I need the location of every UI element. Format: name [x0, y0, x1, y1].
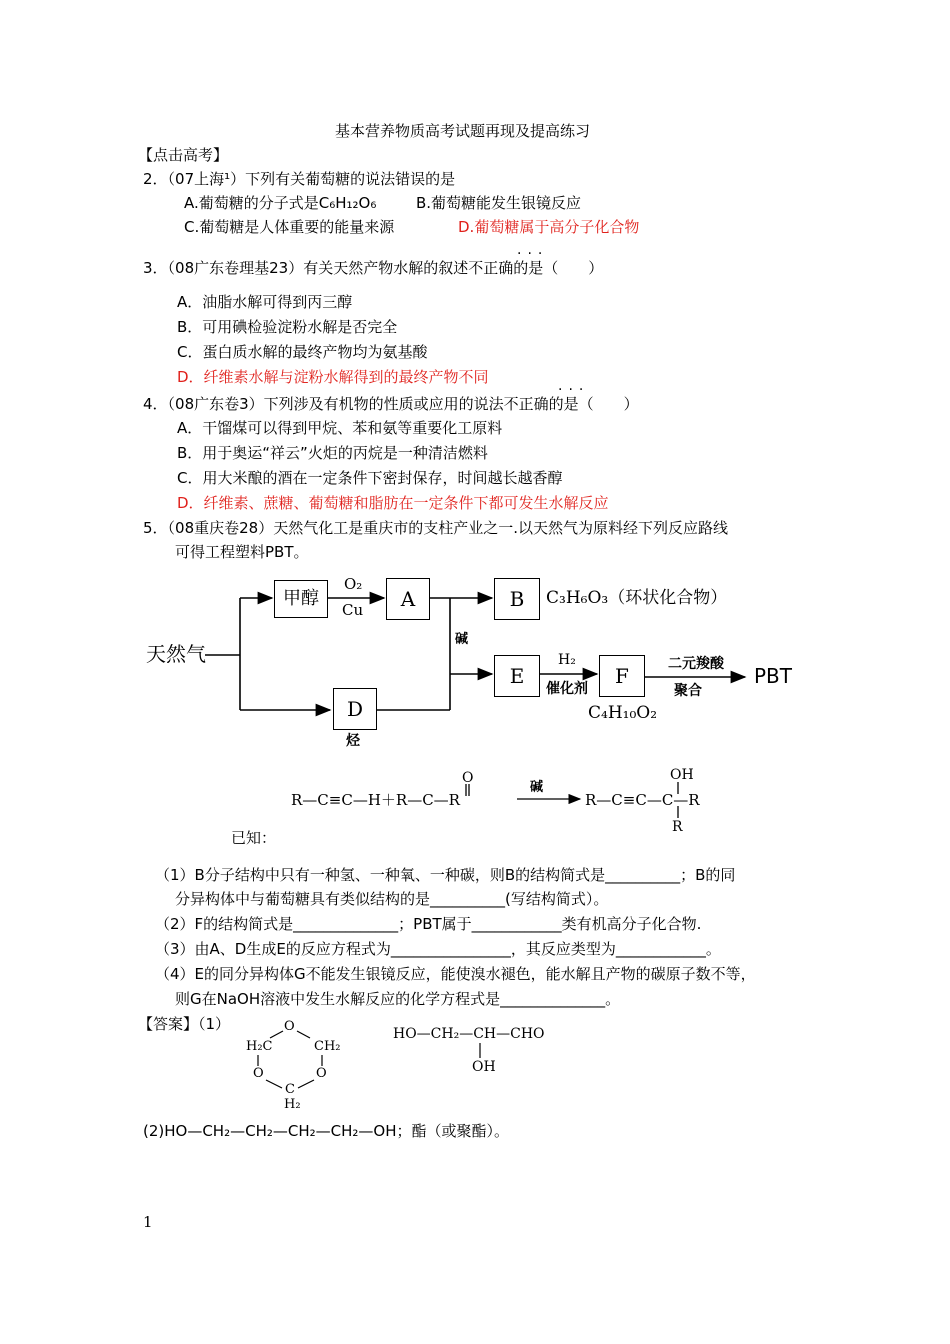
reaction-carbonyl-o: O [462, 770, 474, 786]
isomer-chain: HO—CH₂—CH—CHO [393, 1026, 545, 1042]
q2-option-d-answer: D.葡萄糖属于高分子化合物 [458, 218, 640, 236]
q4-option-a: A．干馏煤可以得到甲烷、苯和氨等重要化工原料 [177, 419, 503, 437]
q5-stem: 5．（08重庆卷28）天然气化工是重庆市的支柱产业之一.以天然气为原料经下列反应路线 [143, 519, 728, 537]
answer-part2: (2)HO—CH₂—CH₂—CH₂—CH₂—OH；酯（或聚酯）。 [143, 1122, 509, 1140]
ring-left-o: O [253, 1066, 264, 1081]
q5-part3: （3）由A、D生成E的反应方程式为________________，其反应类型为____________。 [155, 940, 721, 958]
answer-label: 【答案】（1） [138, 1015, 231, 1033]
q5-part4: （4）E的同分异构体G不能发生银镜反应，能使溴水褪色，能水解且产物的碳原子数不等， [155, 965, 756, 983]
q3-option-b: B．可用碘检验淀粉水解是否完全 [177, 318, 398, 336]
compound-b-formula: C₃H₆O₃（环状化合物） [546, 588, 728, 608]
q3-option-a: A．油脂水解可得到丙三醇 [177, 293, 353, 311]
page-title: 基本营养物质高考试题再现及提高练习 [335, 122, 591, 140]
emphasis-dots: ··· [517, 246, 549, 262]
q5-part4-cont: 则G在NaOH溶液中发生水解反应的化学方程式是______________。 [175, 990, 621, 1008]
q4-option-c: C．用大米酿的酒在一定条件下密封保存，时间越长越香醇 [177, 469, 563, 487]
compound-e-box: E [494, 655, 540, 697]
catalyst-label: 催化剂 [546, 681, 588, 697]
o2-reagent: O₂ [344, 575, 363, 593]
pbt-product: PBT [754, 664, 792, 688]
compound-f-formula: C₄H₁₀O₂ [588, 703, 658, 723]
reaction-reactants: R—C≡C—H＋R—C—R [291, 791, 460, 809]
ring-right-o: O [316, 1066, 327, 1081]
q4-option-b: B．用于奥运“祥云”火炬的丙烷是一种清洁燃料 [177, 444, 488, 462]
emphasis-dots: ··· [558, 382, 590, 398]
q2-option-c: C.葡萄糖是人体重要的能量来源 [184, 218, 395, 236]
ring-bottom-h2: H₂ [284, 1097, 301, 1112]
h2-reagent: H₂ [558, 652, 576, 668]
compound-d-box: D [333, 688, 377, 730]
section-header: 【点击高考】 [138, 146, 229, 164]
reaction-r: R [672, 819, 683, 835]
q3-stem: 3．（08广东卷理基23）有关天然产物水解的叙述不正确的是（ ） [143, 259, 604, 277]
polymerize-label: 聚合 [674, 683, 702, 699]
q5-part1: （1）B分子结构中只有一种氢、一种氧、一种碳，则B的结构简式是__________；B的同 [155, 866, 736, 884]
q5-part2: （2）F的结构简式是______________；PBT属于____________类有机高分子化合物. [155, 915, 702, 933]
page-number: 1 [143, 1213, 153, 1231]
reaction-base: 碱 [530, 780, 544, 795]
q2-option-b: B.葡萄糖能发生银镜反应 [416, 194, 582, 212]
q2-option-a: A.葡萄糖的分子式是C₆H₁₂O₆ [184, 194, 377, 212]
q5-stem-cont: 可得工程塑料PBT。 [175, 543, 309, 561]
ring-bottom-c: C [285, 1082, 295, 1097]
q4-option-d-answer: D．纤维素、蔗糖、葡萄糖和脂肪在一定条件下都可发生水解反应 [177, 494, 609, 512]
q5-part1-cont: 分异构体中与葡萄糖具有类似结构的是__________(写结构简式）。 [175, 890, 609, 908]
compound-f-box: F [599, 655, 645, 697]
ring-left-h2c: H₂C [246, 1039, 273, 1054]
ring-top-o: O [284, 1019, 295, 1034]
base-reagent: 碱 [455, 632, 469, 647]
isomer-chain-oh: OH [472, 1059, 496, 1075]
q2-stem: 2．（07上海¹）下列有关葡萄糖的说法错误的是 [143, 170, 456, 188]
alkene-label: 烃 [346, 733, 360, 749]
q3-option-c: C．蛋白质水解的最终产物均为氨基酸 [177, 343, 428, 361]
methanol-box: 甲醇 [274, 580, 328, 618]
ring-right-ch2: CH₂ [314, 1039, 341, 1054]
reaction-product: R—C≡C—C—R [585, 791, 700, 809]
natural-gas-label: 天然气 [146, 642, 206, 666]
diacid-reagent: 二元羧酸 [668, 656, 724, 672]
compound-a-box: A [386, 578, 430, 620]
reaction-oh: OH [670, 767, 694, 783]
q3-option-d-answer: D．纤维素水解与淀粉水解得到的最终产物不同 [177, 368, 489, 386]
known-label: 已知： [231, 829, 277, 847]
cu-catalyst: Cu [342, 601, 364, 619]
q4-stem: 4．（08广东卷3）下列涉及有机物的性质或应用的说法不正确的是（ ） [143, 395, 639, 413]
compound-b-box: B [494, 578, 540, 620]
